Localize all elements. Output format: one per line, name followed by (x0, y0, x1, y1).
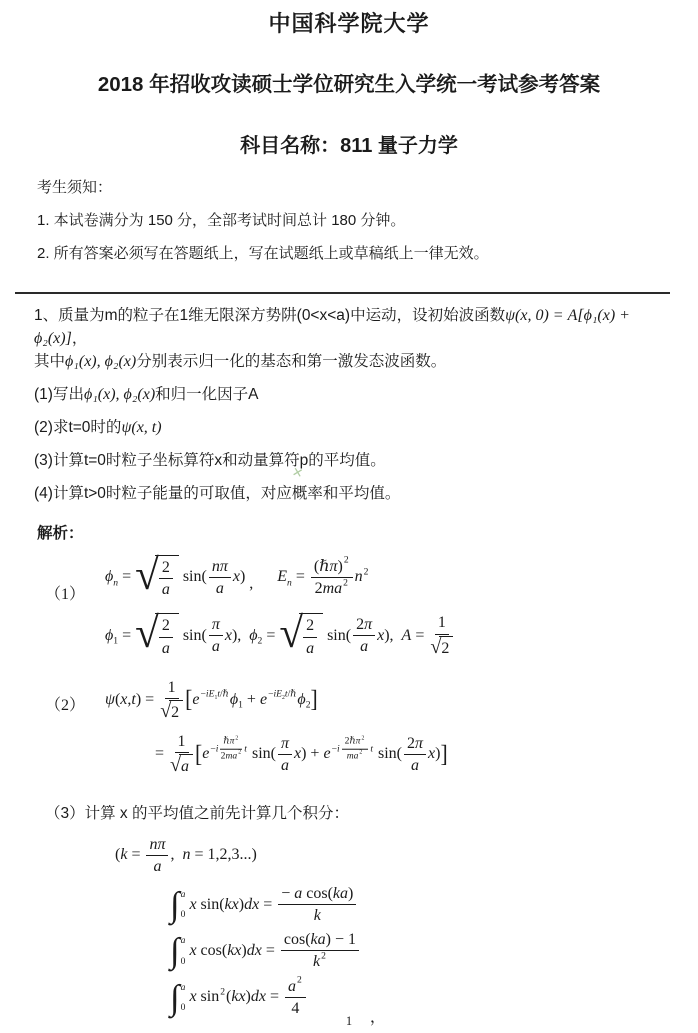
page-number: 1 (345, 1014, 353, 1028)
question-text: 1、质量为m的粒子在1维无限深方势阱(0<x<a)中运动，设初始波函数 (34, 307, 506, 324)
part-text: (1)写出 (34, 386, 84, 403)
exam-title: 2018 年招收攻读硕士学位研究生入学统一考试参考答案 (97, 73, 601, 96)
subject-title: 科目名称：811 量子力学 (240, 135, 458, 157)
equation-psi-xt-explicit: = 1 √ a [ e − i ℏπ 2 2 ma 2 t sin( π a x ) + e − i 2 ℏπ 2 ma 2 t sin( 2 π a x ) ] (151, 733, 448, 777)
solution-step-2 (0, 678, 698, 777)
part-text: (3)计算t=0时粒子坐标算符x和动量算符p的平均值。 (34, 452, 386, 469)
equation-integral-x-sin: ∫ a 0 x sin( kx ) dx = − a cos( ka ) k (170, 884, 698, 925)
equation-k-definition: ( k = $\frac{n\pi}{a}$ , n = 1,2,3...) (115, 835, 257, 875)
question-part-3 (34, 450, 672, 472)
equation-integral-x-sin2 (170, 975, 698, 1026)
step-2-label: （2） (45, 696, 86, 714)
step-1-equations (105, 551, 455, 658)
question-intro-line2 (34, 350, 672, 373)
equation-psi-xt-expansion: ψ ( x , t ) = 1 √ 2 [ e − iE 1 t / ℏ ϕ 1 + e − iE 2 t / ℏ ϕ 2 ] (105, 678, 318, 723)
step-1-label: （1） (45, 586, 86, 603)
divider-line (15, 292, 670, 294)
equation-phi-n-and-energy: ϕ n = √ 2 a sin( nπ a x ) , E n = ( ℏπ ) 2 2 ma 2 n 2 (105, 551, 369, 599)
watermark-cross-icon: ✕ (290, 463, 305, 482)
integral-results (170, 884, 698, 1026)
part-text: (2)求t=0时的 (34, 419, 122, 436)
question-text-tail: ， (71, 330, 88, 347)
trailing-comma: ， (369, 1009, 386, 1026)
notice-item-2: 2. 所有答案必须写在答题纸上，写在试题纸上或草稿纸上一律无效。 (37, 245, 489, 262)
part-text: 和归一化因子A (155, 386, 259, 403)
step-2-equations (105, 678, 448, 777)
inline-math-phi12: ϕ₁(x), ϕ₂(x) (83, 386, 156, 403)
question-intro-line1 (34, 304, 672, 350)
inline-math-initial-wavefunction: ψ(x, 0) = A[ϕ₁(x) + ϕ₂(x)] (34, 307, 630, 347)
question-section (34, 304, 672, 505)
equation-integral-x-sin2-body: ∫ a 0 x sin 2 ( kx ) dx = a 2 4 (170, 977, 308, 1018)
step-3-heading: （3）计算 x 的平均值之前先计算几个积分： (45, 804, 349, 822)
inline-math-phi12: ϕ₁(x), ϕ₂(x) (65, 353, 137, 370)
university-title: 中国科学院大学 (268, 11, 430, 36)
equation-integral-x-cos: ∫ a 0 x cos( kx ) dx = cos( ka ) − 1 k 2 (170, 930, 698, 971)
notices-heading: 考生须知： (37, 179, 113, 196)
question-part-4 (34, 483, 672, 505)
notices-section (37, 177, 668, 265)
question-part-2 (34, 417, 672, 439)
solution-step-1 (0, 551, 698, 658)
inline-math-psi-xt: ψ(x, t) (121, 419, 162, 436)
question-part-1 (34, 384, 672, 406)
part-text: (4)计算t>0时粒子能量的可取值，对应概率和平均值。 (34, 485, 401, 502)
solution-heading: 解析： (37, 525, 84, 542)
equation-phi1-phi2-A: ϕ 1 = √ 2 a sin( π a x ), ϕ 2 = √ 2 a sin( 2 π a x ), A = 1 √ 2 (105, 613, 455, 657)
question-text: 分别表示归一化的基态和第一激发态波函数。 (136, 353, 447, 370)
notice-item-1: 1. 本试卷满分为 150 分，全部考试时间总计 180 分钟。 (37, 212, 406, 229)
question-text: 其中 (34, 353, 66, 370)
